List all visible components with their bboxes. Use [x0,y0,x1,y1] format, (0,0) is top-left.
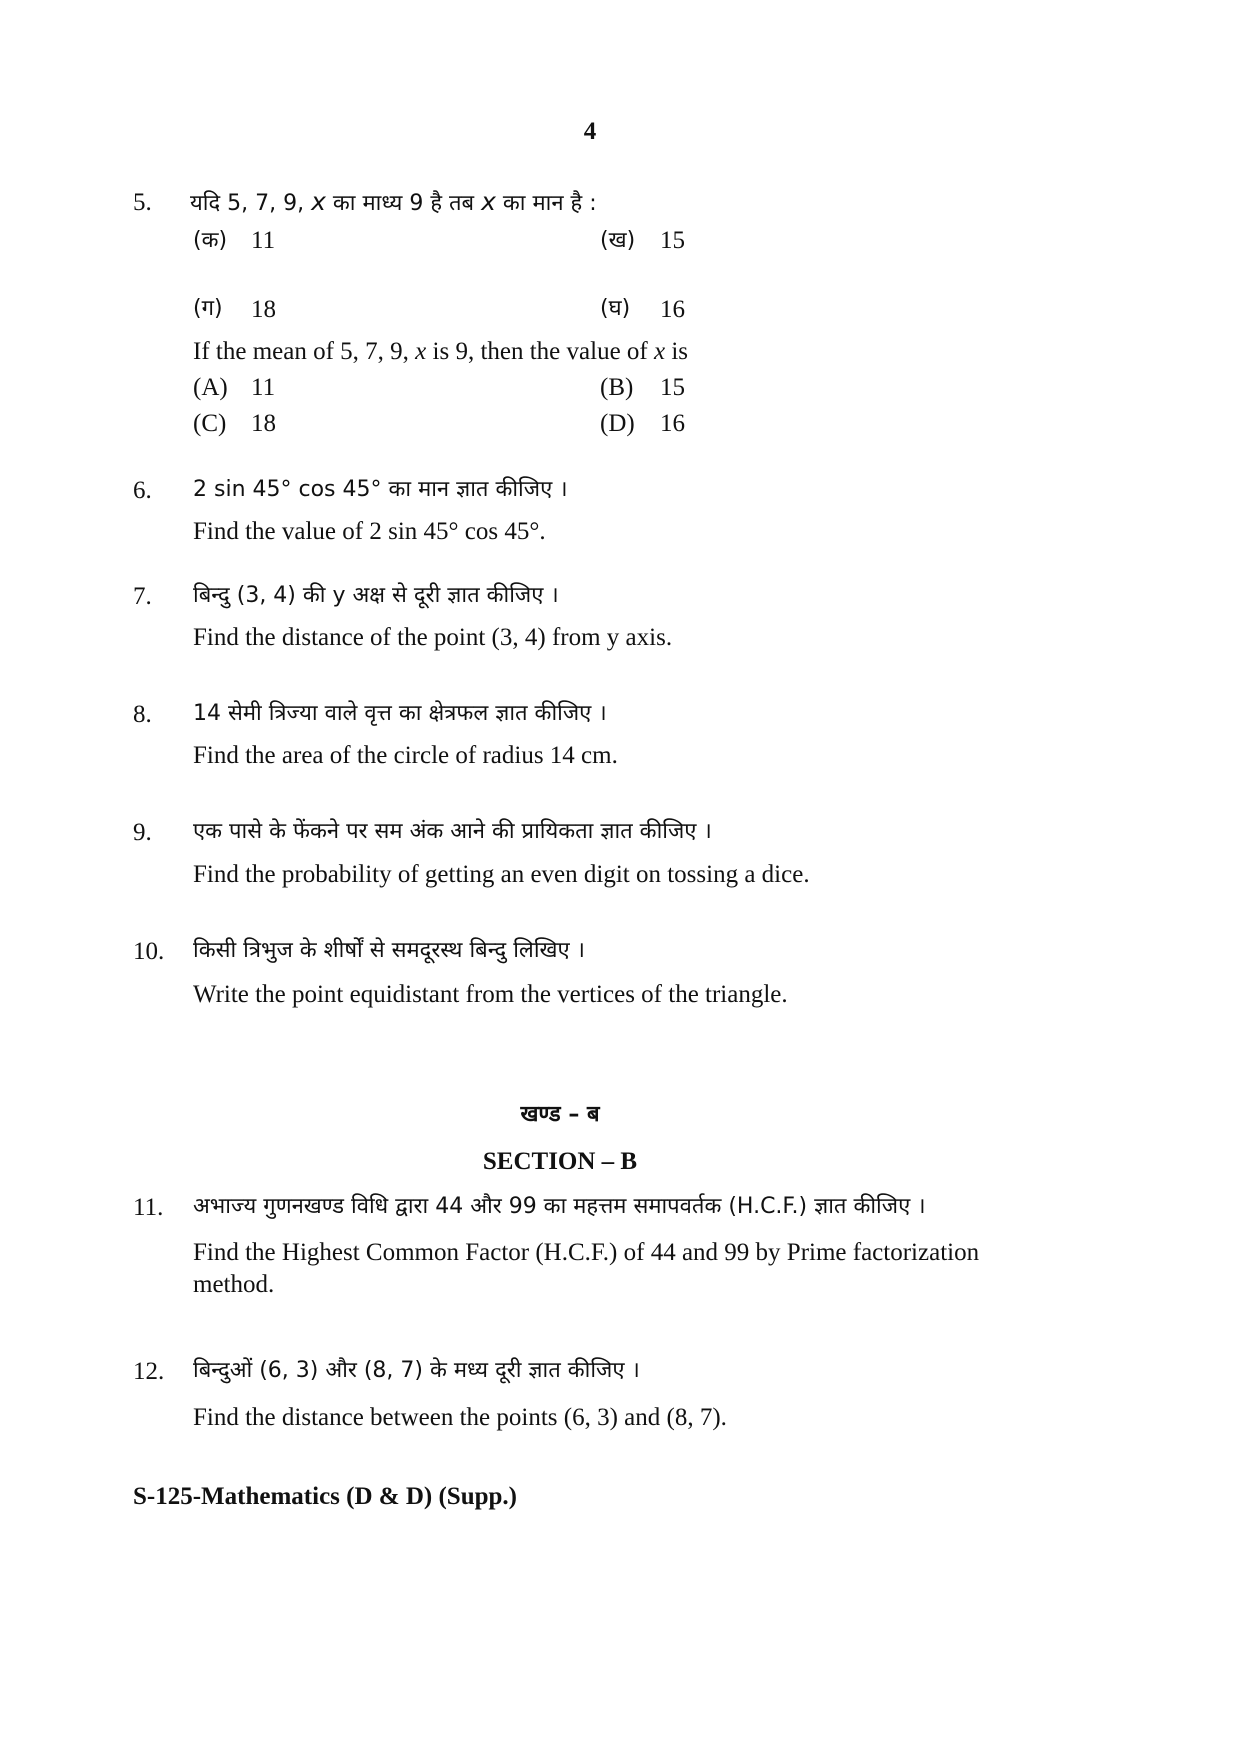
q11-number: 11. [133,1194,164,1221]
q9-english-text: Find the probability of getting an even digit on tossing a dice. [193,861,810,888]
q5-option-gha-value: 16 [660,296,685,323]
q5-option-kha: (ख) [600,228,636,253]
q12-english-text: Find the distance between the points (6, 3) and (8, 7). [193,1404,727,1431]
q5-option-b-value: 15 [660,374,685,401]
q5-option-d-value: 16 [660,410,685,437]
q7-hindi-text: बिन्दु (3, 4) की y अक्ष से दूरी ज्ञात कीजिए । [193,583,559,608]
q10-number: 10. [133,938,165,965]
q10-hindi-text: किसी त्रिभुज के शीर्षों से समदूरस्थ बिन्दु लिखिए । [193,938,586,963]
q5-option-ka: (क) [193,228,228,253]
q9-number: 9. [133,819,152,846]
section-b-heading: SECTION – B [482,1148,638,1175]
page-number: 4 [583,118,597,145]
q6-hindi-text: 2 sin 45° cos 45° का मान ज्ञात कीजिए । [193,477,568,502]
q9-hindi-text: एक पासे के फेंकने पर सम अंक आने की प्रायिकता ज्ञात कीजिए । [193,819,712,844]
q8-english-text: Find the area of the circle of radius 14 cm. [193,742,618,769]
section-b-hindi-heading: खण्ड – ब [520,1102,600,1127]
q5-option-b: (B) [600,374,634,401]
q10-english-text: Write the point equidistant from the vertices of the triangle. [193,981,788,1008]
q12-hindi-text: बिन्दुओं (6, 3) और (8, 7) के मध्य दूरी ज्ञात कीजिए । [193,1358,640,1383]
q8-hindi-text: 14 सेमी त्रिज्या वाले वृत्त का क्षेत्रफल ज्ञात कीजिए । [193,701,607,726]
q5-option-c-value: 18 [251,410,276,437]
q11-hindi-text: अभाज्य गुणनखण्ड विधि द्वारा 44 और 99 का महत्तम समापवर्तक (H.C.F.) ज्ञात कीजिए । [193,1194,926,1219]
q7-number: 7. [133,583,152,610]
q6-english-text: Find the value of 2 sin 45° cos 45°. [193,518,546,545]
q5-option-d: (D) [600,410,635,437]
q11-english-line1: Find the Highest Common Factor (H.C.F.) of 44 and 99 by Prime factorization [193,1239,980,1266]
q5-number: 5. [133,189,152,216]
paper-code-footer: S-125-Mathematics (D & D) (Supp.) [133,1483,517,1510]
q5-option-a: (A) [193,374,228,401]
q8-number: 8. [133,701,152,728]
q5-english-text: If the mean of 5, 7, 9, x is 9, then the value of x is [193,338,689,365]
q11-english-line2: method. [193,1271,275,1298]
q7-english-text: Find the distance of the point (3, 4) from y axis. [193,624,673,651]
q5-option-a-value: 11 [251,374,276,401]
q5-hindi-text: यदि 5, 7, 9, x का माध्य 9 है तब x का मान है : [190,187,597,216]
q5-option-kha-value: 15 [660,227,685,254]
q6-number: 6. [133,477,152,504]
q12-number: 12. [133,1358,165,1385]
q5-option-ga: (ग) [193,296,223,321]
q5-option-gha: (घ) [600,296,631,321]
q5-option-c: (C) [193,410,227,437]
q5-option-ka-value: 11 [251,227,276,254]
q5-option-ga-value: 18 [251,296,276,323]
